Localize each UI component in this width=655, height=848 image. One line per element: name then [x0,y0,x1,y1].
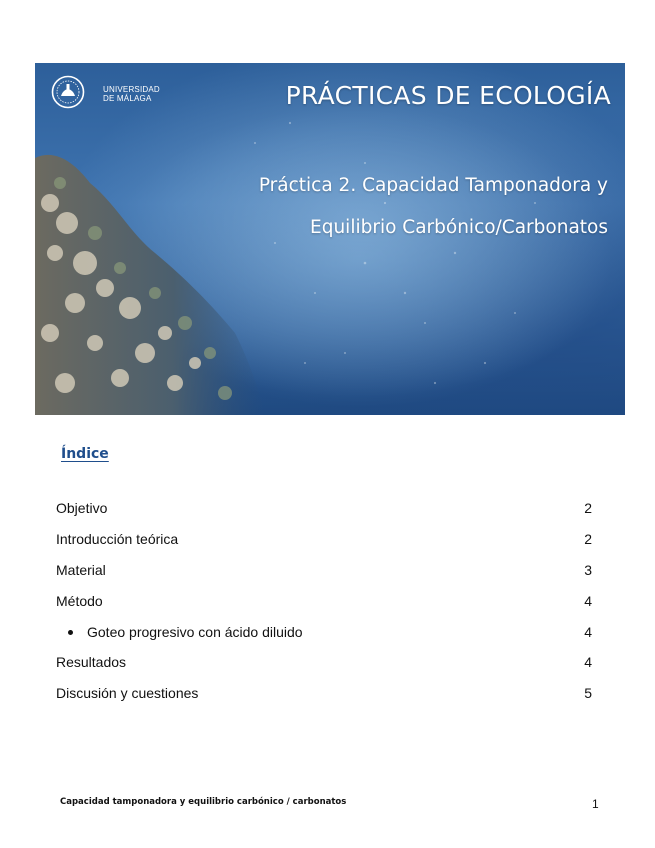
toc-item-page: 3 [584,562,592,578]
toc-item-label: Método [56,593,103,609]
page-number: 1 [592,797,599,811]
toc-item-metodo[interactable] [56,591,592,611]
toc-item-objetivo[interactable] [56,498,592,518]
toc-item-label: Discusión y cuestiones [56,685,199,701]
toc-item-label: Resultados [56,654,127,670]
toc-item-goteo[interactable] [56,622,592,642]
coral-reef-image [35,63,625,415]
university-line2: DE MÁLAGA [103,94,152,103]
toc-item-resultados[interactable] [56,652,592,672]
practice-subtitle-line2: Equilibrio Carbónico/Carbonatos [310,217,608,238]
page-footer-title: Capacidad tamponadora y equilibrio carbónico / carbonatos [60,797,347,807]
university-name [103,85,160,103]
toc-item-label: Introducción teórica [56,531,179,547]
toc-item-material[interactable] [56,560,592,580]
document-title: PRÁCTICAS DE ECOLOGÍA [285,81,611,110]
university-line1: UNIVERSIDAD [103,85,160,94]
toc-item-label: Goteo progresivo con ácido diluido [87,624,303,640]
toc-item-page: 4 [584,624,592,640]
toc-item-label: Objetivo [56,500,108,516]
practice-subtitle-line1: Práctica 2. Capacidad Tamponadora y [258,175,608,196]
toc-item-page: 5 [584,685,592,701]
toc-item-page: 4 [584,654,592,670]
toc-item-introduccion[interactable] [56,529,592,549]
toc-item-label: Material [56,562,106,578]
toc-item-page: 2 [584,500,592,516]
toc-heading[interactable]: Índice [61,446,109,462]
toc-item-discusion[interactable] [56,683,592,703]
cover-banner [35,63,625,415]
university-seal-icon [51,75,85,109]
bullet-icon [68,630,73,635]
toc-item-page: 2 [584,531,592,547]
toc-item-page: 4 [584,593,592,609]
